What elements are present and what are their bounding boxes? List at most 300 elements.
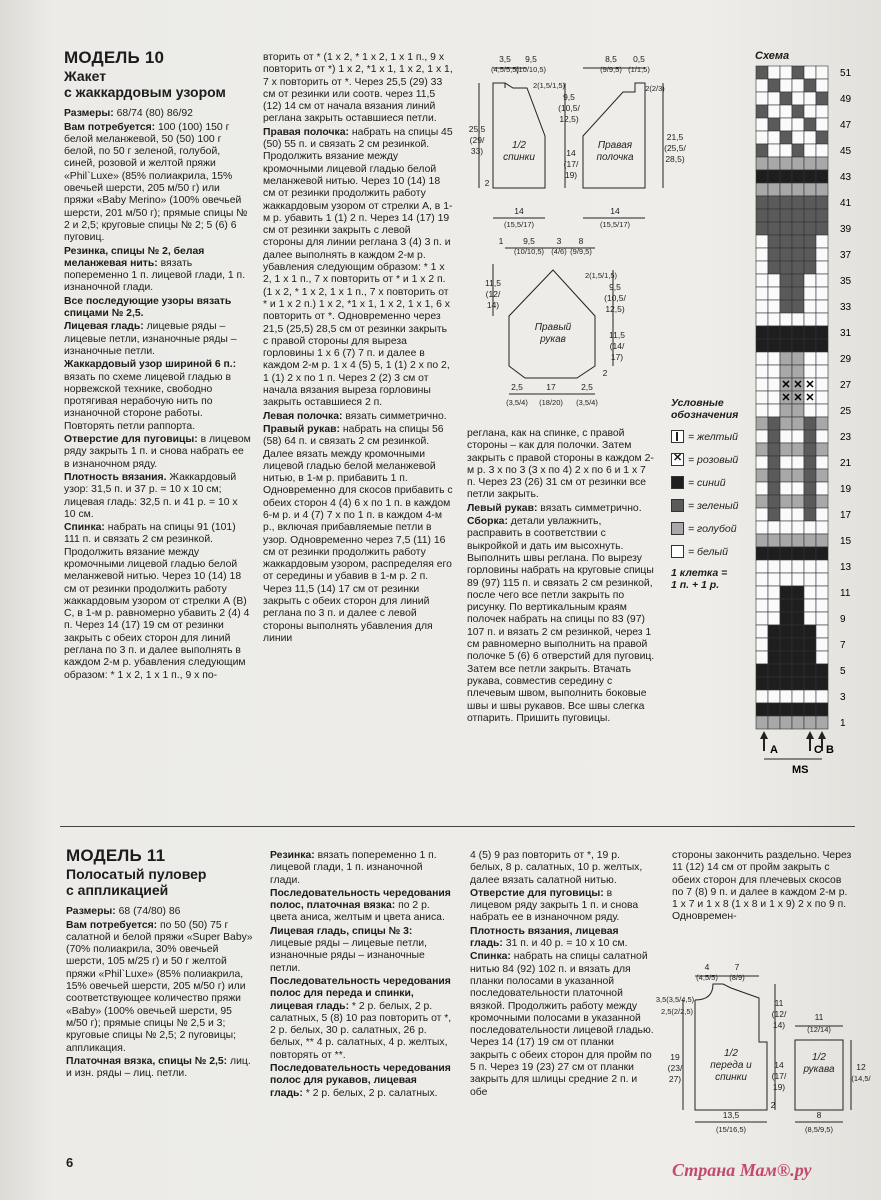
scheme-cell (768, 118, 780, 131)
paragraph (66, 920, 254, 1055)
scheme-cell (792, 651, 804, 664)
scheme-cell (768, 365, 780, 378)
dim-front-h-b: (25,5/ (664, 143, 686, 153)
dim11-side-c: 19) (772, 1082, 786, 1092)
pattern-arrow-icon (806, 731, 814, 739)
scheme-cell (792, 534, 804, 547)
scheme-cell (804, 430, 816, 443)
scheme-cell (792, 183, 804, 196)
paragraph-heading: Правый рукав: (263, 423, 340, 435)
paragraph-body: лиц. и изн. ряды – лиц. петли. (66, 1055, 251, 1080)
legend-note-line1: 1 клетка = (671, 567, 728, 579)
scheme-cell (756, 261, 768, 274)
scheme-cell (816, 547, 828, 560)
scheme-cell (816, 716, 828, 729)
scheme-row-label: 31 (840, 328, 852, 339)
scheme-cell (804, 417, 816, 430)
scheme-row-label: 9 (840, 614, 846, 625)
scheme-cell (756, 183, 768, 196)
scheme-row-label: 47 (840, 120, 852, 131)
model11-col1-text (66, 906, 254, 1080)
scheme-cell (768, 66, 780, 79)
dim-s-b3b: (3,5/4) (576, 398, 598, 407)
scheme-cell (804, 586, 816, 599)
model11-pattern-diagram (655, 962, 875, 1137)
scheme-cell (768, 79, 780, 92)
legend-item (671, 448, 761, 471)
scheme-cell (792, 612, 804, 625)
scheme-cell (756, 664, 768, 677)
scheme-cell (768, 105, 780, 118)
paragraph-heading: Плотность вязания. (64, 471, 167, 483)
scheme-cell (768, 209, 780, 222)
scheme-cell (804, 508, 816, 521)
dim11-neck2: 2,5(2/2,5) (660, 1007, 694, 1016)
paragraph-heading: Левый рукав: (467, 502, 538, 514)
scheme-cell (804, 456, 816, 469)
scheme-cell (756, 287, 768, 300)
dim-raglan-b: (10,5/ (558, 103, 580, 113)
scheme-cell (756, 612, 768, 625)
scheme-cell (780, 482, 792, 495)
dim11-side-b: (17/ (771, 1071, 787, 1081)
scheme-cell (792, 209, 804, 222)
paragraph-heading: Вам потребуется: (66, 919, 158, 931)
scheme-cell (756, 235, 768, 248)
scheme-cell (816, 209, 828, 222)
scheme-cell (792, 469, 804, 482)
scheme-cell (768, 534, 780, 547)
scheme-cell (816, 417, 828, 430)
scheme-cell (756, 131, 768, 144)
dim-side-c: 19) (564, 170, 578, 180)
scheme-cell (804, 248, 816, 261)
front-label-1: Правая (597, 140, 633, 151)
paragraph-heading: Спинка: (64, 522, 105, 534)
scheme-cell (780, 196, 792, 209)
scheme-cell (816, 144, 828, 157)
scheme-cell (756, 599, 768, 612)
dim11-bottom-b: (15/16,5) (715, 1125, 747, 1134)
scheme-cell (780, 365, 792, 378)
paragraph (64, 296, 252, 321)
scheme-row-label: 13 (840, 562, 852, 573)
scheme-cell (768, 625, 780, 638)
scheme-cell (804, 274, 816, 287)
scheme-cell (804, 625, 816, 638)
scheme-cell (756, 196, 768, 209)
scheme-cell (792, 274, 804, 287)
dim11-top1: 4 (704, 962, 710, 972)
scheme-cell (780, 534, 792, 547)
scheme-cell (780, 625, 792, 638)
scheme-row-label: 43 (840, 172, 852, 183)
scheme-cell (780, 144, 792, 157)
scheme-cell (792, 352, 804, 365)
dim11-bottom: 13,5 (722, 1110, 740, 1120)
paragraph-body: вязать попеременно 1 п. лицевой глади, 1 п. изнаночной глади. (270, 850, 437, 886)
scheme-cell (816, 365, 828, 378)
model11-col2-text (270, 850, 452, 1100)
paragraph-heading: Спинка: (470, 951, 511, 963)
paragraph (64, 522, 252, 682)
scheme-cell (780, 599, 792, 612)
scheme-cell (804, 66, 816, 79)
scheme-cell (804, 339, 816, 352)
scheme-cell (804, 495, 816, 508)
scheme-cell (804, 300, 816, 313)
pattern-arrow-label: C (814, 744, 822, 756)
scheme-cell (792, 716, 804, 729)
scheme-cell (804, 651, 816, 664)
legend-item (671, 471, 761, 494)
dim-side: 14 (566, 148, 576, 158)
scheme-cell (816, 560, 828, 573)
scheme-cell (816, 677, 828, 690)
scheme-cell (768, 664, 780, 677)
scheme-cell (780, 157, 792, 170)
scheme-cell (816, 131, 828, 144)
dim-s-r: 2(1,5/1,5) (584, 271, 618, 280)
scheme-cell (804, 352, 816, 365)
scheme-cell (768, 391, 780, 404)
dim11-sl-top: 11 (814, 1012, 824, 1022)
paragraph (270, 926, 452, 975)
scheme-cell (780, 183, 792, 196)
front-label-2: полочка (596, 152, 634, 163)
scheme-cell (768, 716, 780, 729)
dim-s-h-c: 14) (486, 300, 500, 310)
paragraph-heading: Вам потребуется: (64, 121, 156, 133)
scheme-cell (816, 456, 828, 469)
dim11-top2b: (8/9) (729, 973, 745, 982)
scheme-cell (768, 495, 780, 508)
scheme-cell (792, 703, 804, 716)
scheme-cell (816, 157, 828, 170)
paragraph-heading: Лицевая гладь, спицы № 3: (270, 925, 413, 937)
dim-bottom2: 14 (610, 206, 620, 216)
scheme-row-label: 49 (840, 94, 852, 105)
section-divider (60, 826, 855, 827)
scheme-cell (780, 131, 792, 144)
dim11-sl-h: 12 (856, 1062, 866, 1072)
scheme-cell (804, 664, 816, 677)
scheme-cell (792, 261, 804, 274)
scheme-cell (768, 92, 780, 105)
paragraph (263, 127, 453, 410)
pink-mark: ✕ (781, 392, 791, 404)
dim-s-r2c: 12,5) (605, 304, 625, 314)
paragraph (263, 424, 453, 645)
paragraph-body: вязать симметрично. (537, 502, 642, 514)
pattern-arrow-icon (760, 731, 768, 739)
scheme-cell (804, 196, 816, 209)
dim-s-b1: 2,5 (511, 382, 523, 392)
scheme-cell (792, 508, 804, 521)
dim-t2: 9,5 (525, 54, 537, 64)
dim-s-side-c: 17) (610, 352, 624, 362)
scheme-cell (768, 599, 780, 612)
paragraph-body: набрать на спицы салатной нитью 84 (92) 102 п. и вязать для планки полосами в указанной последовательности платочной вязкой. Продолжить работу между кромочными полосами в указанной последовательности лицевой гладью. Через 14 (17) 19 см от планки закрыть с обеих сторон для пройм по 5 п. Через 19 (23) 27 см от планки закрыть для шлицы средние 2 п. и обе (470, 951, 654, 1098)
paragraph-heading: Все последующие узоры вязать спицами № 2,5. (64, 295, 232, 320)
scheme-cell (816, 638, 828, 651)
scheme-cell (768, 456, 780, 469)
dim-raglan-c: 12,5) (559, 114, 579, 124)
scheme-cell (816, 703, 828, 716)
scheme-cell (756, 274, 768, 287)
paragraph-heading: Размеры: (64, 108, 114, 120)
scheme-cell (792, 599, 804, 612)
scheme-cell (780, 417, 792, 430)
model10-column-2 (263, 52, 453, 646)
paragraph-body: набрать на спицы 91 (101) 111 п. и связать 2 см резинкой. Продолжить вязание между кромочными лицевой гладью белой меланжевой нитью. Через 10 (14) 18 см от резинки продолжить работу жаккардовым узором от стрелки А (В) С, в 1-м р. равномерно убавить 2 (4) 4 п. Через 14 (17) 19 см от резинки закрыть с обеих сторон для линий реглана по 3 п. и далее выполнять в каждом 2-м р. убавления следующим образом: * 1 x 2, 1 x 1 п., 9 x по- (64, 522, 250, 681)
dim-bottom2-b: (15,5/17) (599, 220, 631, 229)
scheme-cell (792, 118, 804, 131)
scheme-cell (816, 482, 828, 495)
paragraph (270, 976, 452, 1062)
scheme-cell (768, 300, 780, 313)
dim11-sl-bottom-b: (8,5/9,5) (805, 1125, 833, 1134)
dim11-h1: 11 (774, 998, 784, 1008)
paragraph (263, 411, 453, 423)
scheme-cell (792, 222, 804, 235)
paragraph-body: 68 (74/80) 86 (115, 906, 181, 918)
scheme-cell (756, 352, 768, 365)
paragraph (470, 951, 654, 1099)
scheme-cell (780, 677, 792, 690)
scheme-cell (756, 170, 768, 183)
scheme-cell (780, 274, 792, 287)
scheme-row-label: 29 (840, 354, 852, 365)
legend-item (671, 517, 761, 540)
paragraph (270, 1063, 452, 1100)
paragraph-body: лицевые ряды – лицевые петли, изнаночные ряды – изнаночные петли. (64, 321, 237, 357)
scheme-row-label: 27 (840, 380, 852, 391)
body-label-3: спинки (715, 1072, 747, 1083)
paragraph (66, 1056, 254, 1081)
scheme-cell (768, 170, 780, 183)
scheme-cell (768, 612, 780, 625)
model10-column-1 (64, 48, 252, 683)
scheme-cell (804, 716, 816, 729)
paragraph (672, 850, 854, 924)
dim-s3: 3 (556, 236, 562, 246)
dim-s-h: 11,5 (485, 278, 501, 288)
dim-h-back-c: 33) (470, 146, 484, 156)
scheme-cell (768, 131, 780, 144)
legend-label: = голубой (688, 522, 737, 535)
dim-rib: 2 (484, 178, 490, 188)
scheme-cell (816, 196, 828, 209)
scheme-cell (756, 118, 768, 131)
dim-s2: 9,5 (523, 236, 535, 246)
pattern-arrow-label: B (826, 744, 834, 756)
scheme-cell (816, 612, 828, 625)
scheme-row-label: 37 (840, 250, 852, 261)
scheme-cell (768, 573, 780, 586)
legend-item (671, 540, 761, 563)
scheme-cell (780, 573, 792, 586)
scheme-cell (792, 287, 804, 300)
scheme-cell (792, 313, 804, 326)
pattern-arrow-label: A (770, 744, 778, 756)
legend (671, 397, 761, 591)
scheme-cell (804, 183, 816, 196)
paragraph-body: вязать попеременно 1 п. лицевой глади, 1 п. изнаночной глади. (64, 257, 246, 294)
scheme-row-label: 39 (840, 224, 852, 235)
paragraph-body: * 2 р. белых, 2 р. салатных, 5 (8) 10 раз повторить от *, 2 р. белых, 30 р. салатных, 26 р. белых, ** 4 р. салатных, 4 р. желтых, повторять от **. (270, 1000, 452, 1061)
scheme-cell (816, 625, 828, 638)
dim-s3b: (4/6) (551, 247, 567, 256)
model11-column-4 (672, 850, 854, 925)
scheme-cell (804, 144, 816, 157)
scheme-cell (768, 157, 780, 170)
paragraph-body: детали увлажнить, расправить в соответствии с выкройкой и дать им высохнуть. Выполнить швы реглана. По вырезу горловины набрать на круговые спицы 89 (97) 115 п. и связать 2 см резинкой, после чего все петли закрыть по рисунку. По вертикальным краям полочек набрать на спицы по 83 (97) 107 п. и вязать 2 см резинкой, через 1 см равномерно выполнить на правой полочке 5 (6) 6 отверстий для пуговиц. Затем все петли закрыть. Втачать рукава, совместив середину с плечевым швом, выполнить боковые швы и швы рукавов. Все швы слегка отпарить. Пришить пуговицы. (467, 516, 655, 724)
scheme-cell (804, 170, 816, 183)
scheme-cell (816, 521, 828, 534)
dim-s-b1b: (3,5/4) (506, 398, 528, 407)
scheme-cell (768, 183, 780, 196)
scheme-cell (756, 326, 768, 339)
scheme-cell (792, 326, 804, 339)
scheme-cell (792, 131, 804, 144)
scheme-cell (804, 404, 816, 417)
scheme-cell (780, 326, 792, 339)
scheme-cell (804, 703, 816, 716)
scheme-cell (792, 170, 804, 183)
scheme-cell (816, 326, 828, 339)
paragraph-body: стороны закончить раздельно. Через 11 (12) 14 см от пройм закрыть с обеих сторон для плечевых скосов по 7 (8) 9 п. и далее в каждом 2-м р. 1 x 7 и 1 x 8 (1 x 8 и 1 x 9) 2 x по 9 п. Одновремен- (672, 850, 852, 923)
paragraph-body: 100 (100) 150 г белой меланжевой, 50 (50) 100 г белой, по 50 г зеленой, голубой, синей, розовой и желтой пряжи «Phil`Luxe» (85% полиакрила, 15% овечьей шерсти, 205 м/50 г) или пряжи «Baby Merino» (100% овечьей шерсти, 201 м/50 г); прямые спицы № 2 и 2,5; круговые спицы № 2; 5 (6) 6 пуговиц. (64, 121, 248, 244)
scheme-cell (792, 443, 804, 456)
scheme-cell (804, 326, 816, 339)
paragraph-body: по 2 р. цвета аниса, желтым и цвета аниса. (270, 900, 445, 924)
scheme-cell (804, 547, 816, 560)
legend-label: = белый (688, 545, 728, 558)
sleeve11-label-1: 1/2 (812, 1052, 826, 1063)
scheme-cell (804, 118, 816, 131)
scheme-cell (780, 664, 792, 677)
dim-s1: 1 (498, 236, 504, 246)
scheme-cell (792, 196, 804, 209)
dim-s-h-b: (12/ (485, 289, 501, 299)
scheme-row-label: 15 (840, 536, 852, 547)
body-label-1: 1/2 (724, 1048, 738, 1059)
scheme-cell (756, 339, 768, 352)
scheme-cell (756, 638, 768, 651)
scheme-cell (756, 625, 768, 638)
paragraph-heading: Резинка: (270, 850, 315, 861)
dim-bottom: 14 (514, 206, 524, 216)
dim-h-back-b: (29/ (469, 135, 485, 145)
scheme-cell (792, 430, 804, 443)
dim-t4: 0,5 (633, 54, 645, 64)
dim11-h2: 19 (670, 1052, 680, 1062)
dim-s-b3: 2,5 (581, 382, 593, 392)
scheme-cell (780, 612, 792, 625)
scheme-cell (768, 261, 780, 274)
jacquard-scheme (752, 64, 862, 804)
scheme-cell (756, 716, 768, 729)
scheme-cell (804, 209, 816, 222)
scheme-cell (804, 92, 816, 105)
scheme-cell (768, 547, 780, 560)
scheme-cell (816, 66, 828, 79)
paragraph-heading: Последовательность чередования полос для переда и спинки, лицевая гладь: (270, 975, 451, 1012)
scheme-cell (780, 235, 792, 248)
scheme-cell (804, 79, 816, 92)
scheme-cell (780, 651, 792, 664)
paragraph (470, 850, 654, 887)
scheme-cell (804, 313, 816, 326)
scheme-cell (816, 599, 828, 612)
model10-col1-text (64, 108, 252, 682)
scheme-row-label: 11 (840, 588, 851, 599)
pink-mark: ✕ (805, 392, 815, 404)
dim-s2b: (10/10,5) (513, 247, 545, 256)
model10-subtitle-line1: Жакет (64, 68, 107, 85)
scheme-cell (768, 469, 780, 482)
page-number: 6 (66, 1155, 74, 1170)
model10-col3-text (467, 428, 657, 725)
dim-front-h: 21,5 (666, 132, 684, 142)
scheme-row-label: 17 (840, 510, 852, 521)
scheme-cell (756, 378, 768, 391)
scheme-cell (756, 105, 768, 118)
scheme-cell (804, 287, 816, 300)
scheme-cell (792, 66, 804, 79)
scheme-cell (780, 79, 792, 92)
model11-title: МОДЕЛЬ 11 (66, 846, 166, 865)
paragraph-heading: Платочная вязка, спицы № 2,5: (66, 1055, 228, 1067)
dim-t4b: (1/1,5) (628, 65, 650, 74)
paragraph-body: 4 (5) 9 раз повторить от *, 19 р. белых, 8 р. салатных, 10 р. желтых, далее вязать салатной нитью. (470, 850, 643, 886)
sleeve-label-2: рукав (540, 334, 566, 345)
scheme-cell (816, 92, 828, 105)
scheme-cell (792, 456, 804, 469)
legend-item (671, 425, 761, 448)
paragraph-body: по 50 (50) 75 г салатной и белой пряжи «Super Baby» (70% полиакрила, 30% овечьей шерсти, 105 м/25 г) и 50 г желтой пряжи «Phil`Luxe» (85% полиакрила, 15% овечьей шерсти, 205 м/50 г) или соответствующее количество пряжи «Baby» (100% овечьей шерсти, 95 м/50 г); прямые спицы № 2,5 и 3; круговые спицы № 2,5; 2 пуговицы; аппликация. (66, 919, 253, 1054)
dim-front-h-c: 28,5) (665, 154, 685, 164)
paragraph-body: набрать на спицы 45 (50) 55 п. и связать 2 см резинкой. Продолжить вязание между кромочными лицевой гладью белой меланжевой нитью. Через 10 (14) 18 см от резинки продолжить работу жаккардовым узором от стрелки А, в 1-м р. убавить 1 (1) 2 п. Через 14 (17) 19 см от резинки закрыть с левой стороны для линии реглана 3 (4) 3 п. и далее выполнять в каждом 2-м р. убавления следующим образом: * 1 x 2, 1 x 1 п., 7 x повторить от * и 1 x 2 п. (1 x 2, * 1 x 2, 1 x 1 п., 7 x повторить от * и 1 x 2 п.) 1 x 2, *1 x 1, 1 x 2, 1 x 1, 6 x повторить от *. Одновременно через 21,5 (25,5) 28,5 см от резинки закрыть с правой стороны для выреза горловины 1 x 6 (7) 7 п. и далее в каждом 2-м р. 1 x 4 (5) 5, 1 (1) 2 x по 2, 1 (1) 2 x по 1 п. Через 2 (2) 3 см от начала вязания выреза горловины закрыть оставшиеся 2 п. (263, 126, 453, 409)
paragraph-heading: Сборка: (467, 516, 508, 528)
scheme-cell (792, 573, 804, 586)
model11-col3-text (470, 850, 654, 1099)
body-label-2: переда и (710, 1060, 752, 1071)
scheme-cell (816, 391, 828, 404)
scheme-cell (780, 404, 792, 417)
scheme-cell (768, 144, 780, 157)
scheme-cell (780, 248, 792, 261)
paragraph (64, 472, 252, 521)
scheme-cell (816, 105, 828, 118)
scheme-cell (816, 183, 828, 196)
dim11-h2c: 27) (668, 1074, 682, 1084)
dim11-h2b: (23/ (667, 1063, 683, 1073)
dim-s-side-b: (14/ (609, 341, 625, 351)
scheme-cell (768, 690, 780, 703)
scheme-cell (792, 547, 804, 560)
dim-neck2: 2(2/3) (645, 84, 665, 93)
dim11-sl-h-b: (14,5/ (851, 1074, 871, 1083)
paragraph-body: реглана, как на спинке, с правой стороны – как для полочки. Затем закрыть с правой стороны в каждом 2-м р. 3 x по 3 (3 x по 4) 2 x по 6 и 1 x 7 п. Через 23 (26) 31 см от резинки все петли закрыть. (467, 428, 654, 501)
scheme-cell (756, 92, 768, 105)
scheme-cell (780, 209, 792, 222)
scheme-cell (792, 677, 804, 690)
scheme-cell (768, 352, 780, 365)
scheme-cell (792, 404, 804, 417)
scheme-cell (756, 248, 768, 261)
